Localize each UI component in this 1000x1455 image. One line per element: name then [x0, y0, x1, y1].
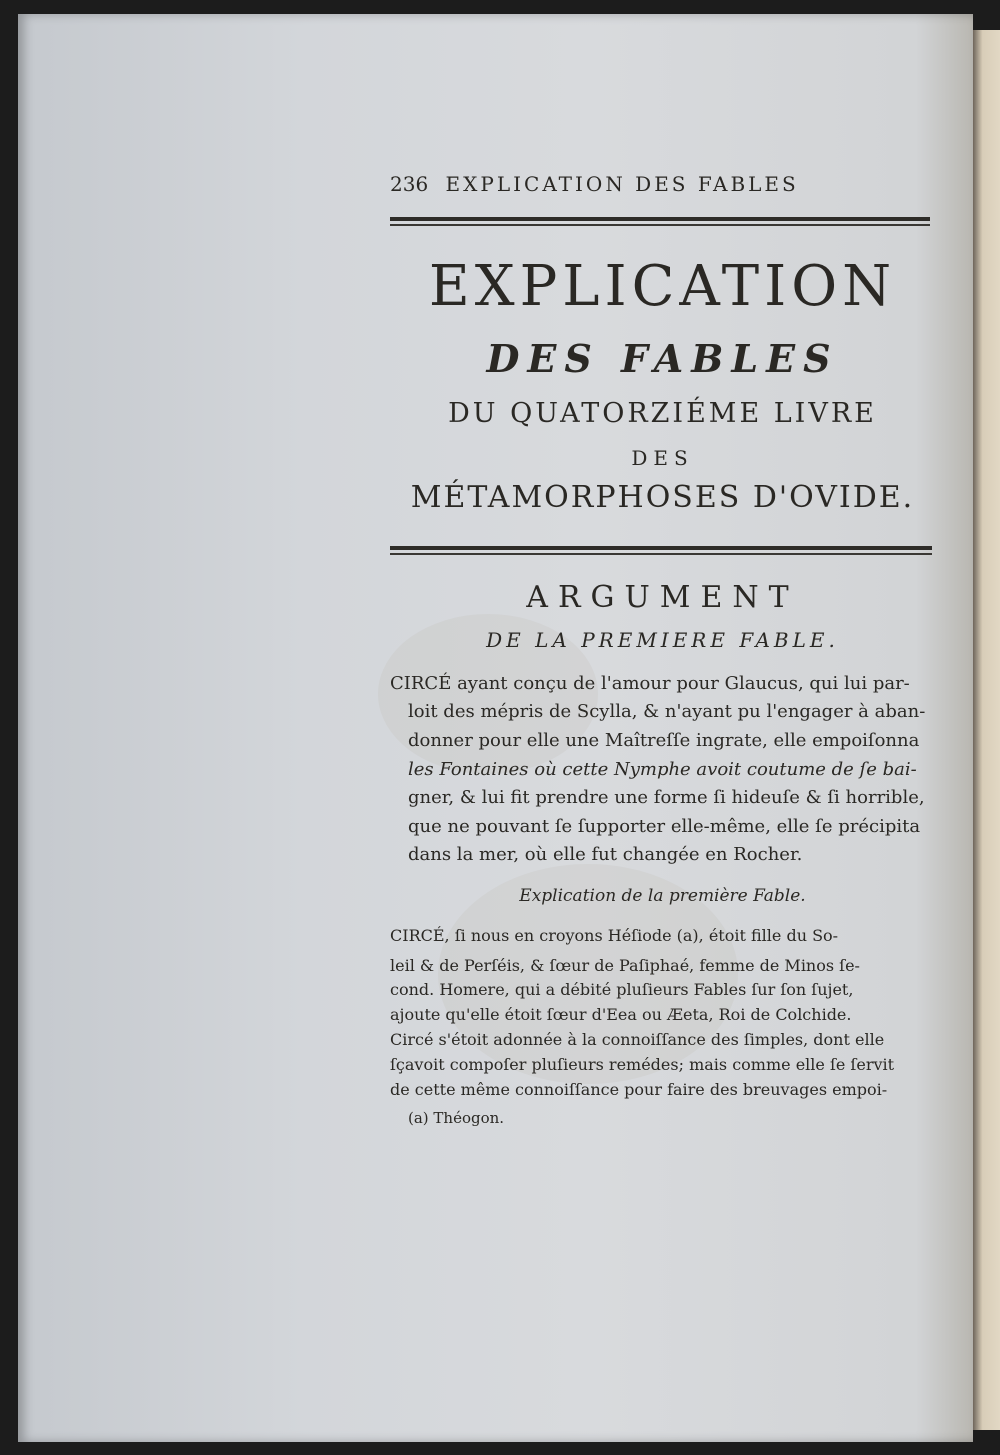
footnote: (a) Théogon.	[408, 1109, 505, 1127]
argument-line: gner, & lui fit prendre une forme ſi hideuſe & ſi horrible,	[408, 787, 925, 808]
title-rule	[390, 546, 932, 550]
argument-line: dans la mer, où elle fut changée en Rocher.	[408, 844, 803, 865]
title-line-3: DU QUATORZIÉME LIVRE	[448, 398, 877, 429]
argument-line: CIRCÉ ayant conçu de l'amour pour Glaucus, qui lui par-	[390, 673, 910, 694]
explanation-heading: Explication de la première Fable.	[519, 886, 806, 906]
argument-subheading: DE LA PREMIERE FABLE.	[486, 628, 839, 652]
explanation-line: ajoute qu'elle étoit ſœur d'Eea ou Æeta, Roi de Colchide.	[390, 1005, 852, 1024]
explanation-line: cond. Homere, qui a débité pluſieurs Fables ſur ſon ſujet,	[390, 980, 854, 999]
argument-line: les Fontaines où cette Nymphe avoit coutume de ſe bai-	[408, 759, 917, 780]
explanation-line: de cette même connoiſſance pour faire des breuvages empoi-	[390, 1080, 888, 1099]
argument-line: donner pour elle une Maîtreſſe ingrate, elle empoiſonna	[408, 730, 920, 751]
running-head-title: EXPLICATION DES FABLES	[445, 172, 799, 196]
argument-line: loit des mépris de Scylla, & n'ayant pu l'engager à aban-	[408, 701, 926, 722]
book-page	[18, 14, 973, 1442]
title-line-4: DES	[631, 446, 694, 470]
page-number: 236	[390, 172, 429, 196]
argument-line: que ne pouvant ſe ſupporter elle-même, elle ſe précipita	[408, 816, 921, 837]
title-line-5: MÉTAMORPHOSES D'OVIDE.	[410, 480, 915, 515]
header-rule	[390, 217, 930, 221]
next-page-edge	[973, 30, 1000, 1430]
explanation-line: ſçavoit compoſer pluſieurs remédes; mais comme elle ſe ſervit	[390, 1055, 895, 1074]
argument-heading: ARGUMENT	[526, 580, 799, 615]
title-line-2: DES FABLES	[486, 336, 839, 381]
running-head	[390, 172, 935, 196]
title-line-1: EXPLICATION	[428, 254, 897, 319]
explanation-line: CIRCÉ, ſi nous en croyons Héſiode (a), étoit fille du So-	[390, 926, 839, 945]
explanation-line: Circé s'étoit adonnée à la connoiſſance des ſimples, dont elle	[390, 1030, 885, 1049]
explanation-line: leil & de Perſéis, & ſœur de Paſiphaé, femme de Minos ſe-	[390, 956, 860, 975]
